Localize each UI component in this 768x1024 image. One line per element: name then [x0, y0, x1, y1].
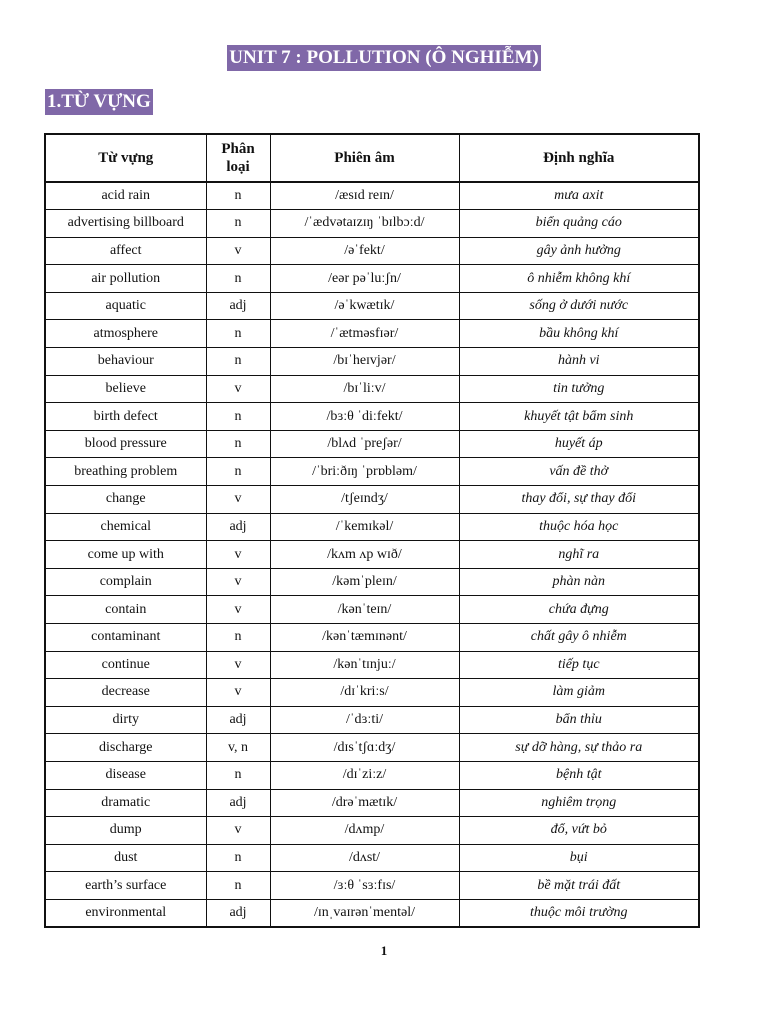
word-cell: dirty: [45, 706, 206, 734]
pronunciation-cell: /blʌd ˈpreʃər/: [270, 430, 459, 458]
word-cell: dramatic: [45, 789, 206, 817]
meaning-cell: bầu không khí: [459, 320, 699, 348]
section-heading: 1.TỪ VỰNG: [45, 89, 153, 115]
meaning-cell: tiếp tục: [459, 651, 699, 679]
word-cell: earth’s surface: [45, 872, 206, 900]
table-row: [45, 679, 699, 707]
page-number: 1: [380, 943, 388, 958]
meaning-cell: chất gây ô nhiễm: [459, 624, 699, 652]
meaning-cell: sống ở dưới nước: [459, 292, 699, 320]
table-row: [45, 292, 699, 320]
word-cell: aquatic: [45, 292, 206, 320]
pronunciation-cell: /dɪsˈtʃɑːdʒ/: [270, 734, 459, 762]
table-row: [45, 375, 699, 403]
type-cell: v: [206, 651, 270, 679]
table-row: [45, 844, 699, 872]
type-cell: n: [206, 348, 270, 376]
table-row: [45, 265, 699, 293]
meaning-cell: gây ảnh hưởng: [459, 237, 699, 265]
word-cell: contain: [45, 596, 206, 624]
type-cell: v: [206, 541, 270, 569]
pronunciation-cell: /kəmˈpleɪn/: [270, 568, 459, 596]
meaning-cell: nghiêm trọng: [459, 789, 699, 817]
table-row: [45, 817, 699, 845]
type-cell: v: [206, 486, 270, 514]
table-row: [45, 182, 699, 210]
type-cell: adj: [206, 513, 270, 541]
type-cell: n: [206, 182, 270, 210]
table-row: [45, 430, 699, 458]
type-cell: n: [206, 458, 270, 486]
header-type-label: Phân loại: [221, 141, 255, 175]
table-row: [45, 651, 699, 679]
meaning-cell: phàn nàn: [459, 568, 699, 596]
meaning-cell: biển quảng cáo: [459, 210, 699, 238]
type-cell: adj: [206, 292, 270, 320]
type-cell: n: [206, 210, 270, 238]
table-body: [45, 182, 699, 927]
type-cell: n: [206, 320, 270, 348]
meaning-cell: bệnh tật: [459, 761, 699, 789]
type-cell: n: [206, 624, 270, 652]
word-cell: affect: [45, 237, 206, 265]
word-cell: air pollution: [45, 265, 206, 293]
pronunciation-cell: /əˈfekt/: [270, 237, 459, 265]
pronunciation-cell: /dɪˈziːz/: [270, 761, 459, 789]
meaning-cell: làm giảm: [459, 679, 699, 707]
pronunciation-cell: /dɪˈkriːs/: [270, 679, 459, 707]
table-row: [45, 210, 699, 238]
word-cell: believe: [45, 375, 206, 403]
type-cell: n: [206, 403, 270, 431]
header-type: [206, 134, 270, 182]
type-cell: adj: [206, 789, 270, 817]
meaning-cell: thuộc môi trường: [459, 899, 699, 927]
type-cell: n: [206, 430, 270, 458]
pronunciation-cell: /tʃeɪndʒ/: [270, 486, 459, 514]
word-cell: breathing problem: [45, 458, 206, 486]
type-cell: v: [206, 679, 270, 707]
meaning-cell: hành vi: [459, 348, 699, 376]
pronunciation-cell: /ˈætməsfɪər/: [270, 320, 459, 348]
table-row: [45, 899, 699, 927]
pronunciation-cell: /ɪnˌvaɪrənˈmentəl/: [270, 899, 459, 927]
pronunciation-cell: /kənˈtæmɪnənt/: [270, 624, 459, 652]
table-row: [45, 734, 699, 762]
meaning-cell: bụi: [459, 844, 699, 872]
table-row: [45, 706, 699, 734]
title-container: [0, 45, 768, 71]
meaning-cell: vấn đề thở: [459, 458, 699, 486]
word-cell: atmosphere: [45, 320, 206, 348]
meaning-cell: bẩn thỉu: [459, 706, 699, 734]
pronunciation-cell: /æsɪd reɪn/: [270, 182, 459, 210]
pronunciation-cell: /dʌst/: [270, 844, 459, 872]
word-cell: decrease: [45, 679, 206, 707]
word-cell: discharge: [45, 734, 206, 762]
type-cell: adj: [206, 706, 270, 734]
table-row: [45, 320, 699, 348]
type-cell: v: [206, 596, 270, 624]
meaning-cell: bề mặt trái đất: [459, 872, 699, 900]
table-row: [45, 348, 699, 376]
pronunciation-cell: /ˈædvətaɪzɪŋ ˈbɪlbɔːd/: [270, 210, 459, 238]
table-row: [45, 596, 699, 624]
type-cell: n: [206, 265, 270, 293]
pronunciation-cell: /bɪˈheɪvjər/: [270, 348, 459, 376]
table-row: [45, 761, 699, 789]
word-cell: continue: [45, 651, 206, 679]
type-cell: n: [206, 872, 270, 900]
pronunciation-cell: /əˈkwætɪk/: [270, 292, 459, 320]
word-cell: dust: [45, 844, 206, 872]
meaning-cell: ô nhiễm không khí: [459, 265, 699, 293]
header-word: Từ vựng: [45, 134, 206, 182]
table-row: [45, 568, 699, 596]
word-cell: environmental: [45, 899, 206, 927]
table-header-row: [45, 134, 699, 182]
type-cell: v: [206, 817, 270, 845]
table-row: [45, 513, 699, 541]
table-row: [45, 486, 699, 514]
meaning-cell: chứa đựng: [459, 596, 699, 624]
word-cell: disease: [45, 761, 206, 789]
type-cell: v: [206, 375, 270, 403]
meaning-cell: huyết áp: [459, 430, 699, 458]
table-row: [45, 458, 699, 486]
type-cell: adj: [206, 899, 270, 927]
pronunciation-cell: /drəˈmætɪk/: [270, 789, 459, 817]
pronunciation-cell: /ˈkemɪkəl/: [270, 513, 459, 541]
meaning-cell: khuyết tật bẩm sinh: [459, 403, 699, 431]
pronunciation-cell: /kʌm ʌp wɪð/: [270, 541, 459, 569]
pronunciation-cell: /ˈdɜːti/: [270, 706, 459, 734]
meaning-cell: đổ, vứt bỏ: [459, 817, 699, 845]
type-cell: v: [206, 568, 270, 596]
word-cell: blood pressure: [45, 430, 206, 458]
word-cell: contaminant: [45, 624, 206, 652]
word-cell: advertising billboard: [45, 210, 206, 238]
meaning-cell: sự dỡ hàng, sự thảo ra: [459, 734, 699, 762]
table-row: [45, 872, 699, 900]
word-cell: acid rain: [45, 182, 206, 210]
meaning-cell: nghĩ ra: [459, 541, 699, 569]
pronunciation-cell: /bɜːθ ˈdiːfekt/: [270, 403, 459, 431]
word-cell: chemical: [45, 513, 206, 541]
word-cell: behaviour: [45, 348, 206, 376]
pronunciation-cell: /kənˈtɪnjuː/: [270, 651, 459, 679]
meaning-cell: thuộc hóa học: [459, 513, 699, 541]
type-cell: n: [206, 844, 270, 872]
table-row: [45, 237, 699, 265]
table-row: [45, 541, 699, 569]
meaning-cell: tin tưởng: [459, 375, 699, 403]
vocabulary-table: [44, 133, 700, 928]
word-cell: change: [45, 486, 206, 514]
type-cell: v, n: [206, 734, 270, 762]
meaning-cell: thay đổi, sự thay đổi: [459, 486, 699, 514]
pronunciation-cell: /ˈbriːðɪŋ ˈprɒbləm/: [270, 458, 459, 486]
pronunciation-cell: /kənˈteɪn/: [270, 596, 459, 624]
pronunciation-cell: /bɪˈliːv/: [270, 375, 459, 403]
table-row: [45, 403, 699, 431]
pronunciation-cell: /dʌmp/: [270, 817, 459, 845]
table-row: [45, 789, 699, 817]
pronunciation-cell: /ɜːθ ˈsɜːfɪs/: [270, 872, 459, 900]
type-cell: n: [206, 761, 270, 789]
word-cell: birth defect: [45, 403, 206, 431]
word-cell: complain: [45, 568, 206, 596]
table-row: [45, 624, 699, 652]
pronunciation-cell: /eər pəˈluːʃn/: [270, 265, 459, 293]
meaning-cell: mưa axit: [459, 182, 699, 210]
word-cell: come up with: [45, 541, 206, 569]
header-meaning: Định nghĩa: [459, 134, 699, 182]
document-title: UNIT 7 : POLLUTION (Ô NGHIỄM): [227, 45, 540, 71]
header-pronunciation: Phiên âm: [270, 134, 459, 182]
word-cell: dump: [45, 817, 206, 845]
type-cell: v: [206, 237, 270, 265]
